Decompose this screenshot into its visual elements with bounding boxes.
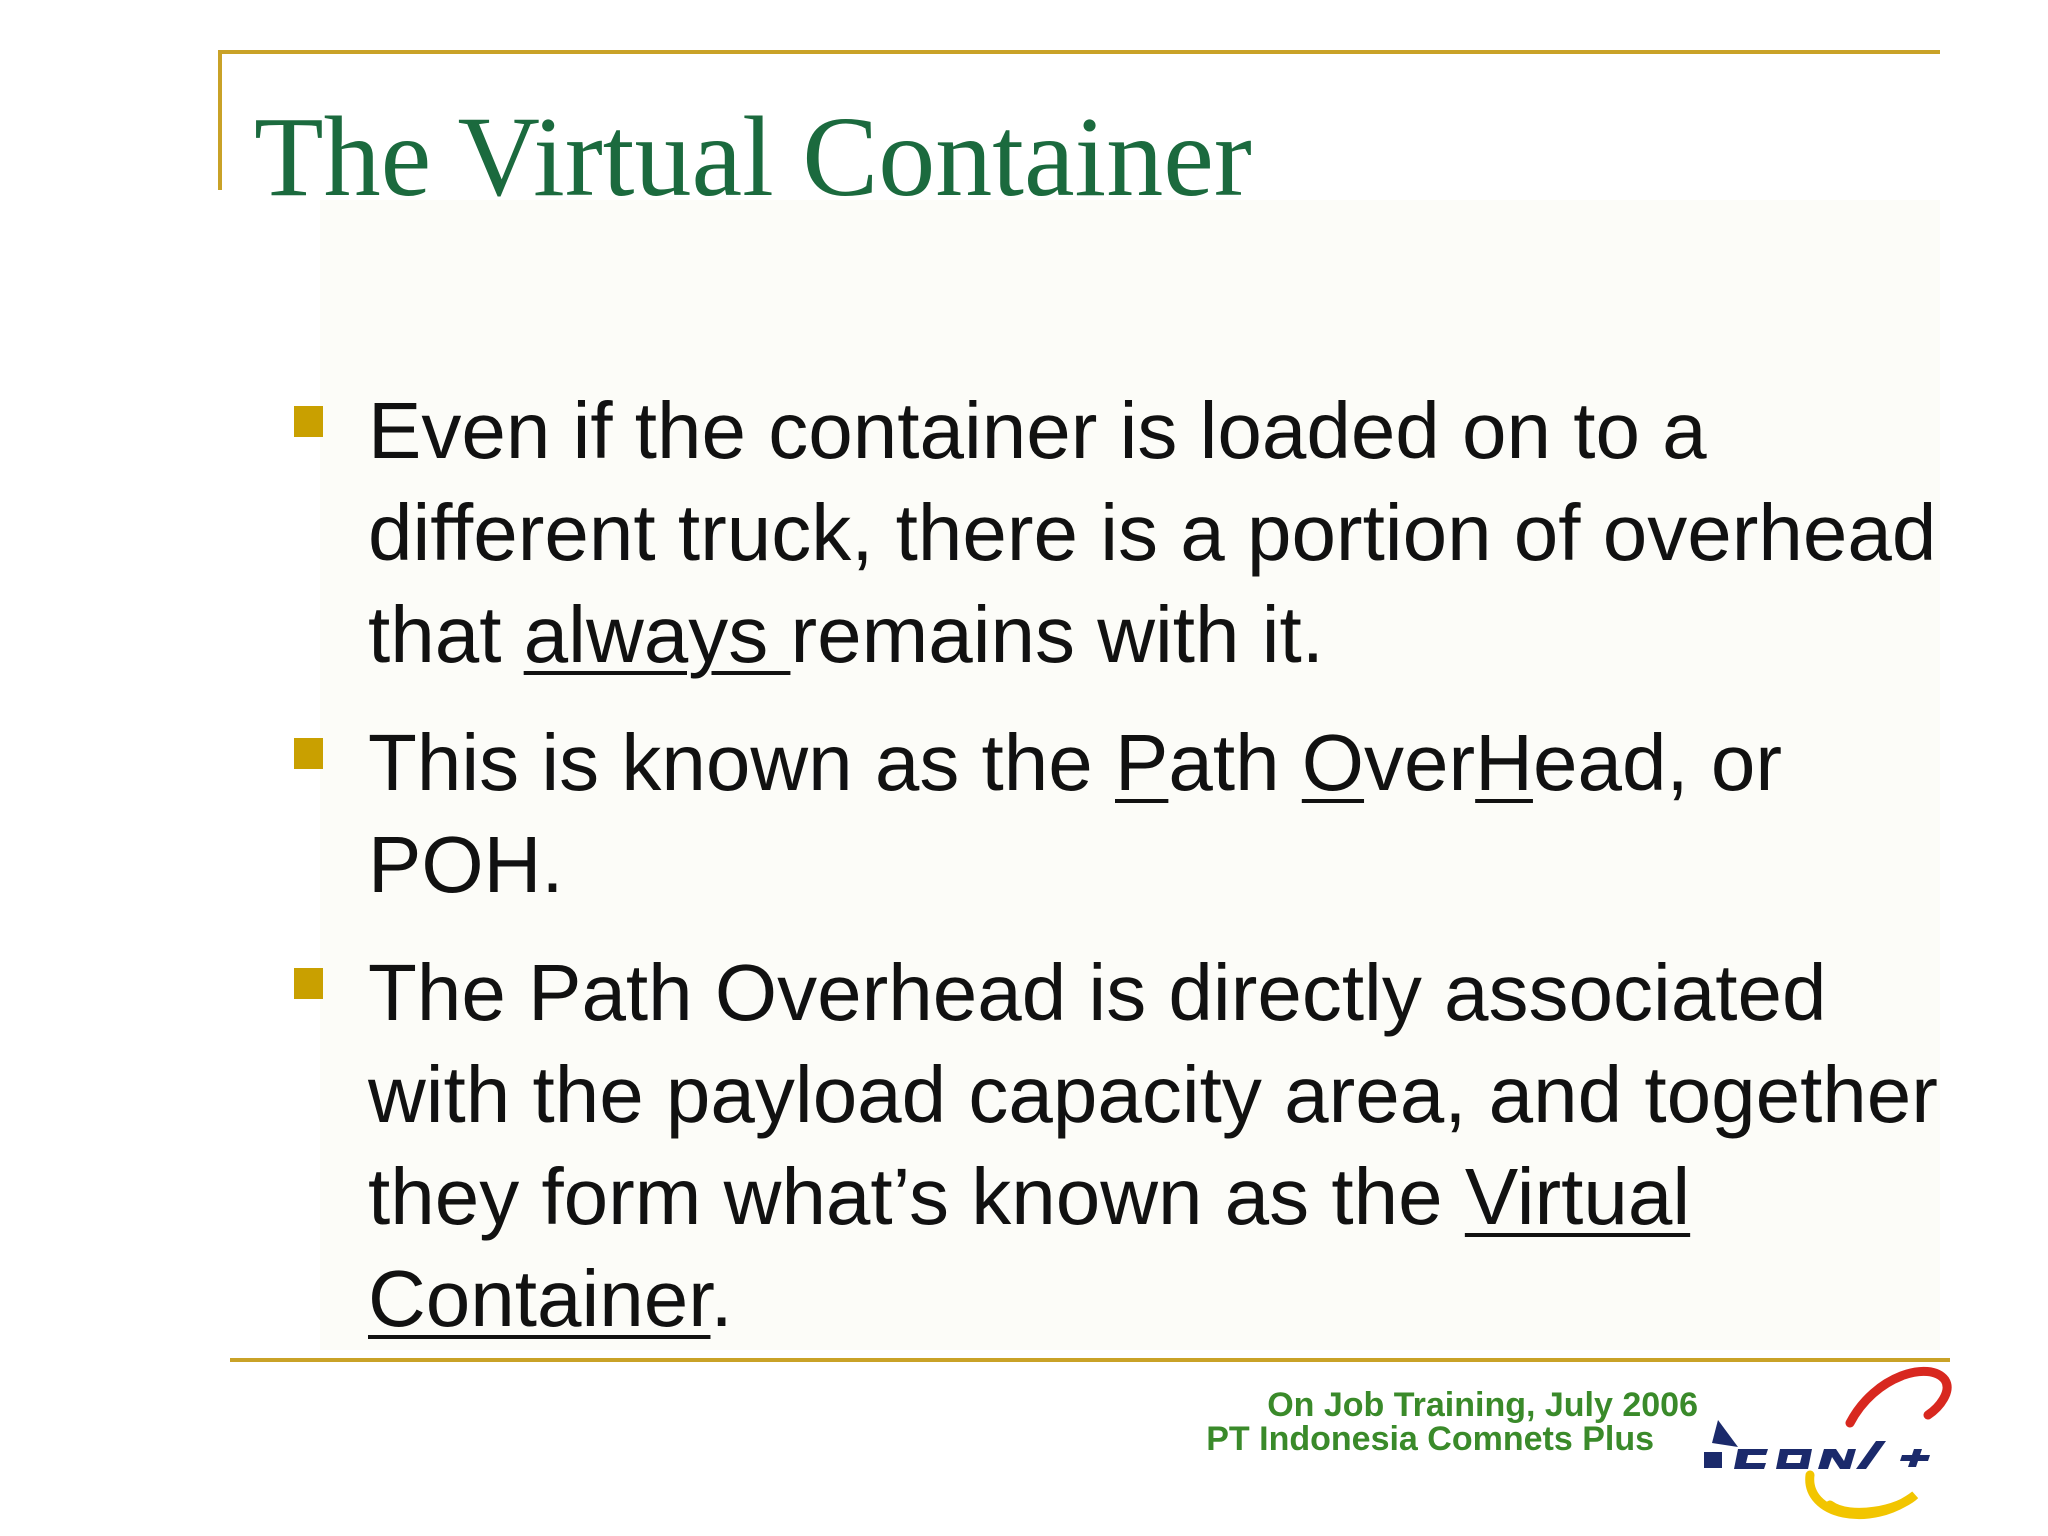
bullet-list bbox=[294, 380, 1944, 1376]
bullet-item bbox=[294, 380, 1944, 686]
logo-letter-c bbox=[1734, 1449, 1768, 1469]
logo-letter-i bbox=[1704, 1452, 1722, 1468]
bullet-square-icon bbox=[294, 968, 323, 999]
footer-caption bbox=[1206, 1388, 1698, 1456]
footer-company-text: PT Indonesia Comnets Plus bbox=[1206, 1420, 1654, 1458]
bullet-text: The Path Overhead is directly associated with the payload capacity area, and together they form what’s known as the Virtual Container. bbox=[368, 948, 1938, 1343]
title-frame-left-rule bbox=[218, 50, 222, 190]
underlined-letter: P bbox=[1115, 718, 1169, 807]
logo-plus bbox=[1900, 1449, 1930, 1467]
bullet-item bbox=[294, 712, 1944, 916]
underlined-letter: O bbox=[1301, 718, 1365, 807]
underlined-text: Virtual Container bbox=[368, 1152, 1691, 1343]
logo-letter-stroke bbox=[1856, 1441, 1886, 1469]
bullet-square-icon bbox=[294, 738, 323, 769]
footer-rule bbox=[230, 1358, 1950, 1362]
bullet-text: Even if the container is loaded on to a different truck, there is a portion of overhead that always remains with it. bbox=[368, 386, 1937, 679]
logo-arrow bbox=[1712, 1420, 1738, 1447]
logo-yellow-swoosh bbox=[1810, 1475, 1915, 1515]
logo-red-swoosh bbox=[1850, 1371, 1947, 1423]
title-frame-top-rule bbox=[218, 50, 1940, 54]
slide-title: The Virtual Container bbox=[254, 93, 1252, 220]
bullet-text: This is known as the Path OverHead, or POH. bbox=[368, 718, 1783, 909]
logo-letter-n bbox=[1818, 1449, 1856, 1469]
icon-plus-logo bbox=[1700, 1355, 1990, 1535]
bullet-item bbox=[294, 942, 1944, 1350]
underlined-letter: H bbox=[1475, 718, 1533, 807]
footer-event-text: On Job Training, July 2006 bbox=[1267, 1386, 1698, 1424]
underlined-text: always bbox=[523, 590, 791, 679]
bullet-square-icon bbox=[294, 406, 323, 437]
logo-letter-o bbox=[1776, 1449, 1812, 1469]
